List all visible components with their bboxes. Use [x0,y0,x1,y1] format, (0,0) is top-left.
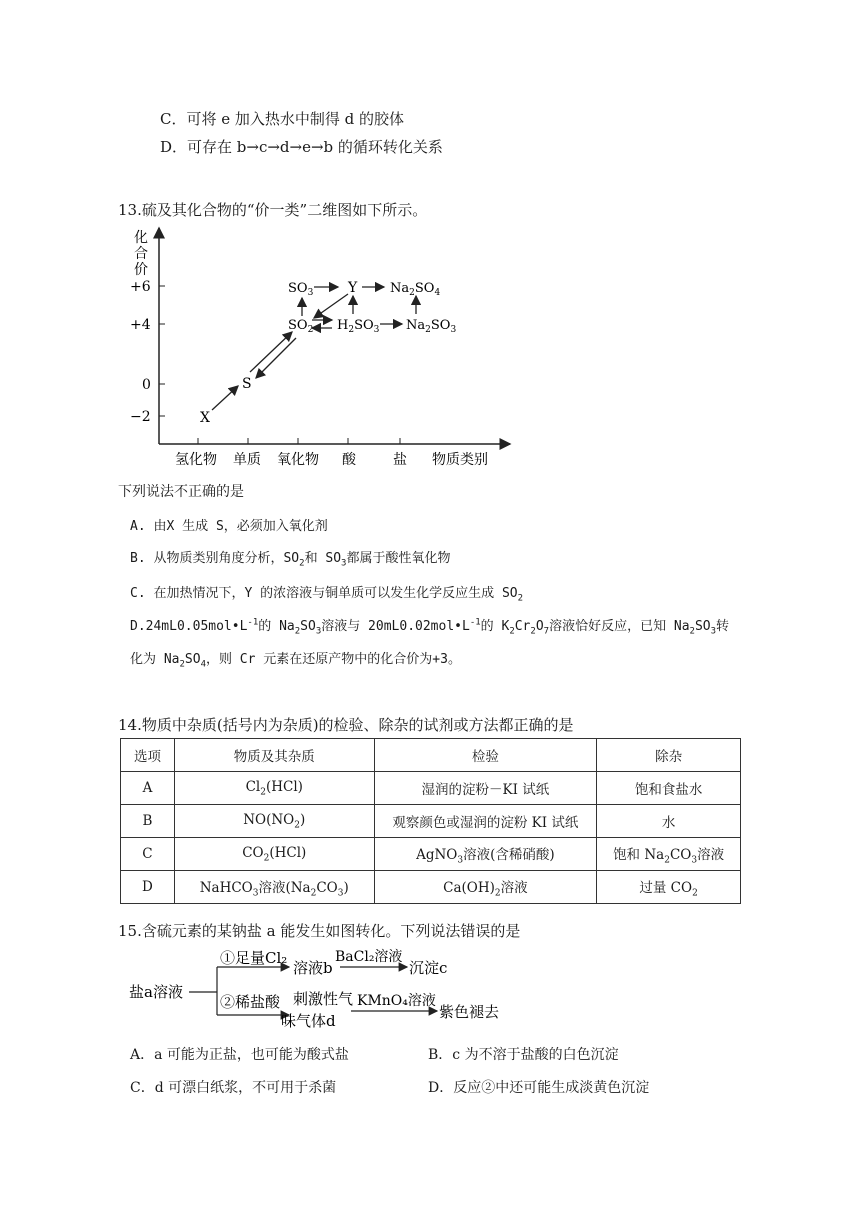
cell-test: $Ca(OH)_2$溶液 [374,871,597,904]
cell-test: AgNO$_3$溶液(含稀硝酸) [374,838,597,871]
q13-prompt: 下列说法不正确的是 [118,484,244,500]
x-axis-title: 物质类别 [432,452,488,468]
x-tick-oxide: 氧化物 [277,452,319,468]
node-h2so3: $H_2SO_3$ [337,318,380,335]
q13-option-c: C. 在加热情况下，Y 的浓溶液与铜单质可以发生化学反应生成 $SO_2$ [130,586,524,604]
table-row [121,772,741,805]
y-title-3: 价 [134,262,148,278]
conversion-diagram [125,945,525,1030]
cell-test: 湿润的淀粉－KI 试纸 [374,772,597,805]
precipitate-c: 沉淀c [409,959,448,977]
y-title-2: 合 [134,246,148,262]
x-tick-acid: 酸 [342,452,356,468]
kmno4-label: KMnO₄溶液 [357,993,436,1009]
y-tick-0: 0 [142,377,151,393]
header-substance: 物质及其杂质 [174,739,374,772]
cell-substance: $Cl_2(HCl)$ [174,772,374,805]
solution-b: 溶液b [293,959,333,977]
node-na2so3: $Na_2SO_3$ [406,318,457,335]
q13-option-a: A. 由X 生成 S，必须加入氧化剂 [130,519,328,534]
q13-option-b: B. 从物质类别角度分析，$SO_2$和 $SO_3$都属于酸性氧化物 [130,551,451,569]
step-2-label: ②稀盐酸 [220,993,281,1011]
cell-removal: 饱和食盐水 [597,772,741,805]
header-test: 检验 [374,739,597,772]
arrow-so2-to-s [256,338,296,378]
cell-option: D [121,871,175,904]
gas-d-line2: 味气体d [281,1012,336,1030]
q15-option-d: D．反应②中还可能生成淡黄色沉淀 [428,1080,650,1096]
y-title-1: 化 [134,230,148,246]
x-tick-salt: 盐 [393,452,407,468]
cell-substance: $CO_2(HCl)$ [174,838,374,871]
q15-option-c: C．d 可漂白纸浆，不可用于杀菌 [130,1080,337,1096]
table-row [121,805,741,838]
cell-test: 观察颜色或湿润的淀粉 KI 试纸 [374,805,597,838]
q13-option-d-line2: 化为 $Na_2SO_4$，则 Cr 元素在还原产物中的化合价为+3。 [130,652,461,670]
cell-removal: 水 [597,805,741,838]
y-tick-minus2: −2 [130,409,151,425]
node-so2: $SO_2$ [288,318,314,335]
node-s: S [242,376,252,392]
step-1-label: ①足量Cl₂ [220,949,288,967]
node-x: X [200,410,210,426]
q14-table [120,738,741,904]
arrow-s-to-so2 [250,332,292,372]
cell-option: C [121,838,175,871]
table-row [121,838,741,871]
q15-stem: 15.含硫元素的某钠盐 a 能发生如图转化。下列说法错误的是 [118,922,521,940]
q15-option-b: B．c 为不溶于盐酸的白色沉淀 [428,1047,619,1063]
cell-option: A [121,772,175,805]
y-tick-plus6: +6 [130,279,151,295]
header-removal: 除杂 [597,739,741,772]
y-tick-plus4: +4 [130,317,151,333]
start-salt: 盐a溶液 [129,983,183,1001]
q12-option-d: D．可存在 b→c→d→e→b 的循环转化关系 [160,138,443,156]
table-row [121,871,741,904]
bacl2-label: BaCl₂溶液 [335,949,403,965]
q13-stem: 13.硫及其化合物的“价一类”二维图如下所示。 [118,201,428,219]
cell-removal: 过量 $CO_2$ [597,871,741,904]
cell-substance: NaHCO$_3$溶液$(Na_2CO_3)$ [174,871,374,904]
node-na2so4: $Na_2SO_4$ [390,281,441,298]
q14-stem: 14.物质中杂质(括号内为杂质)的检验、除杂的试剂或方法都正确的是 [118,716,574,734]
node-y: Y [348,280,358,296]
q13-option-d-line1: $D.24mL0.05mol•L^{-1}$的 $Na_2SO_3$溶液与 $20mL0.02mol•L^{-1}$的 $K_2Cr_2O_7$溶液恰好反应，已知 $Na_2SO_3$转 [130,617,730,637]
table-header-row [121,739,741,772]
cell-substance: $NO(NO_2)$ [174,805,374,838]
purple-fades: 紫色褪去 [439,1003,500,1021]
cell-option: B [121,805,175,838]
gas-d-line1: 刺激性气 [293,990,354,1008]
arrow-y-to-so2 [314,294,348,318]
node-so3: $SO_3$ [288,281,314,298]
cell-removal: 饱和 $Na_2CO_3$溶液 [597,838,741,871]
arrow-x-to-s [212,386,238,410]
q15-option-a: A．a 可能为正盐，也可能为酸式盐 [130,1047,349,1063]
x-tick-hydride: 氢化物 [175,452,217,468]
x-tick-element: 单质 [233,452,261,468]
q12-option-c: C．可将 e 加入热水中制得 d 的胶体 [160,110,405,128]
valence-class-diagram [120,222,520,472]
header-option: 选项 [121,739,175,772]
